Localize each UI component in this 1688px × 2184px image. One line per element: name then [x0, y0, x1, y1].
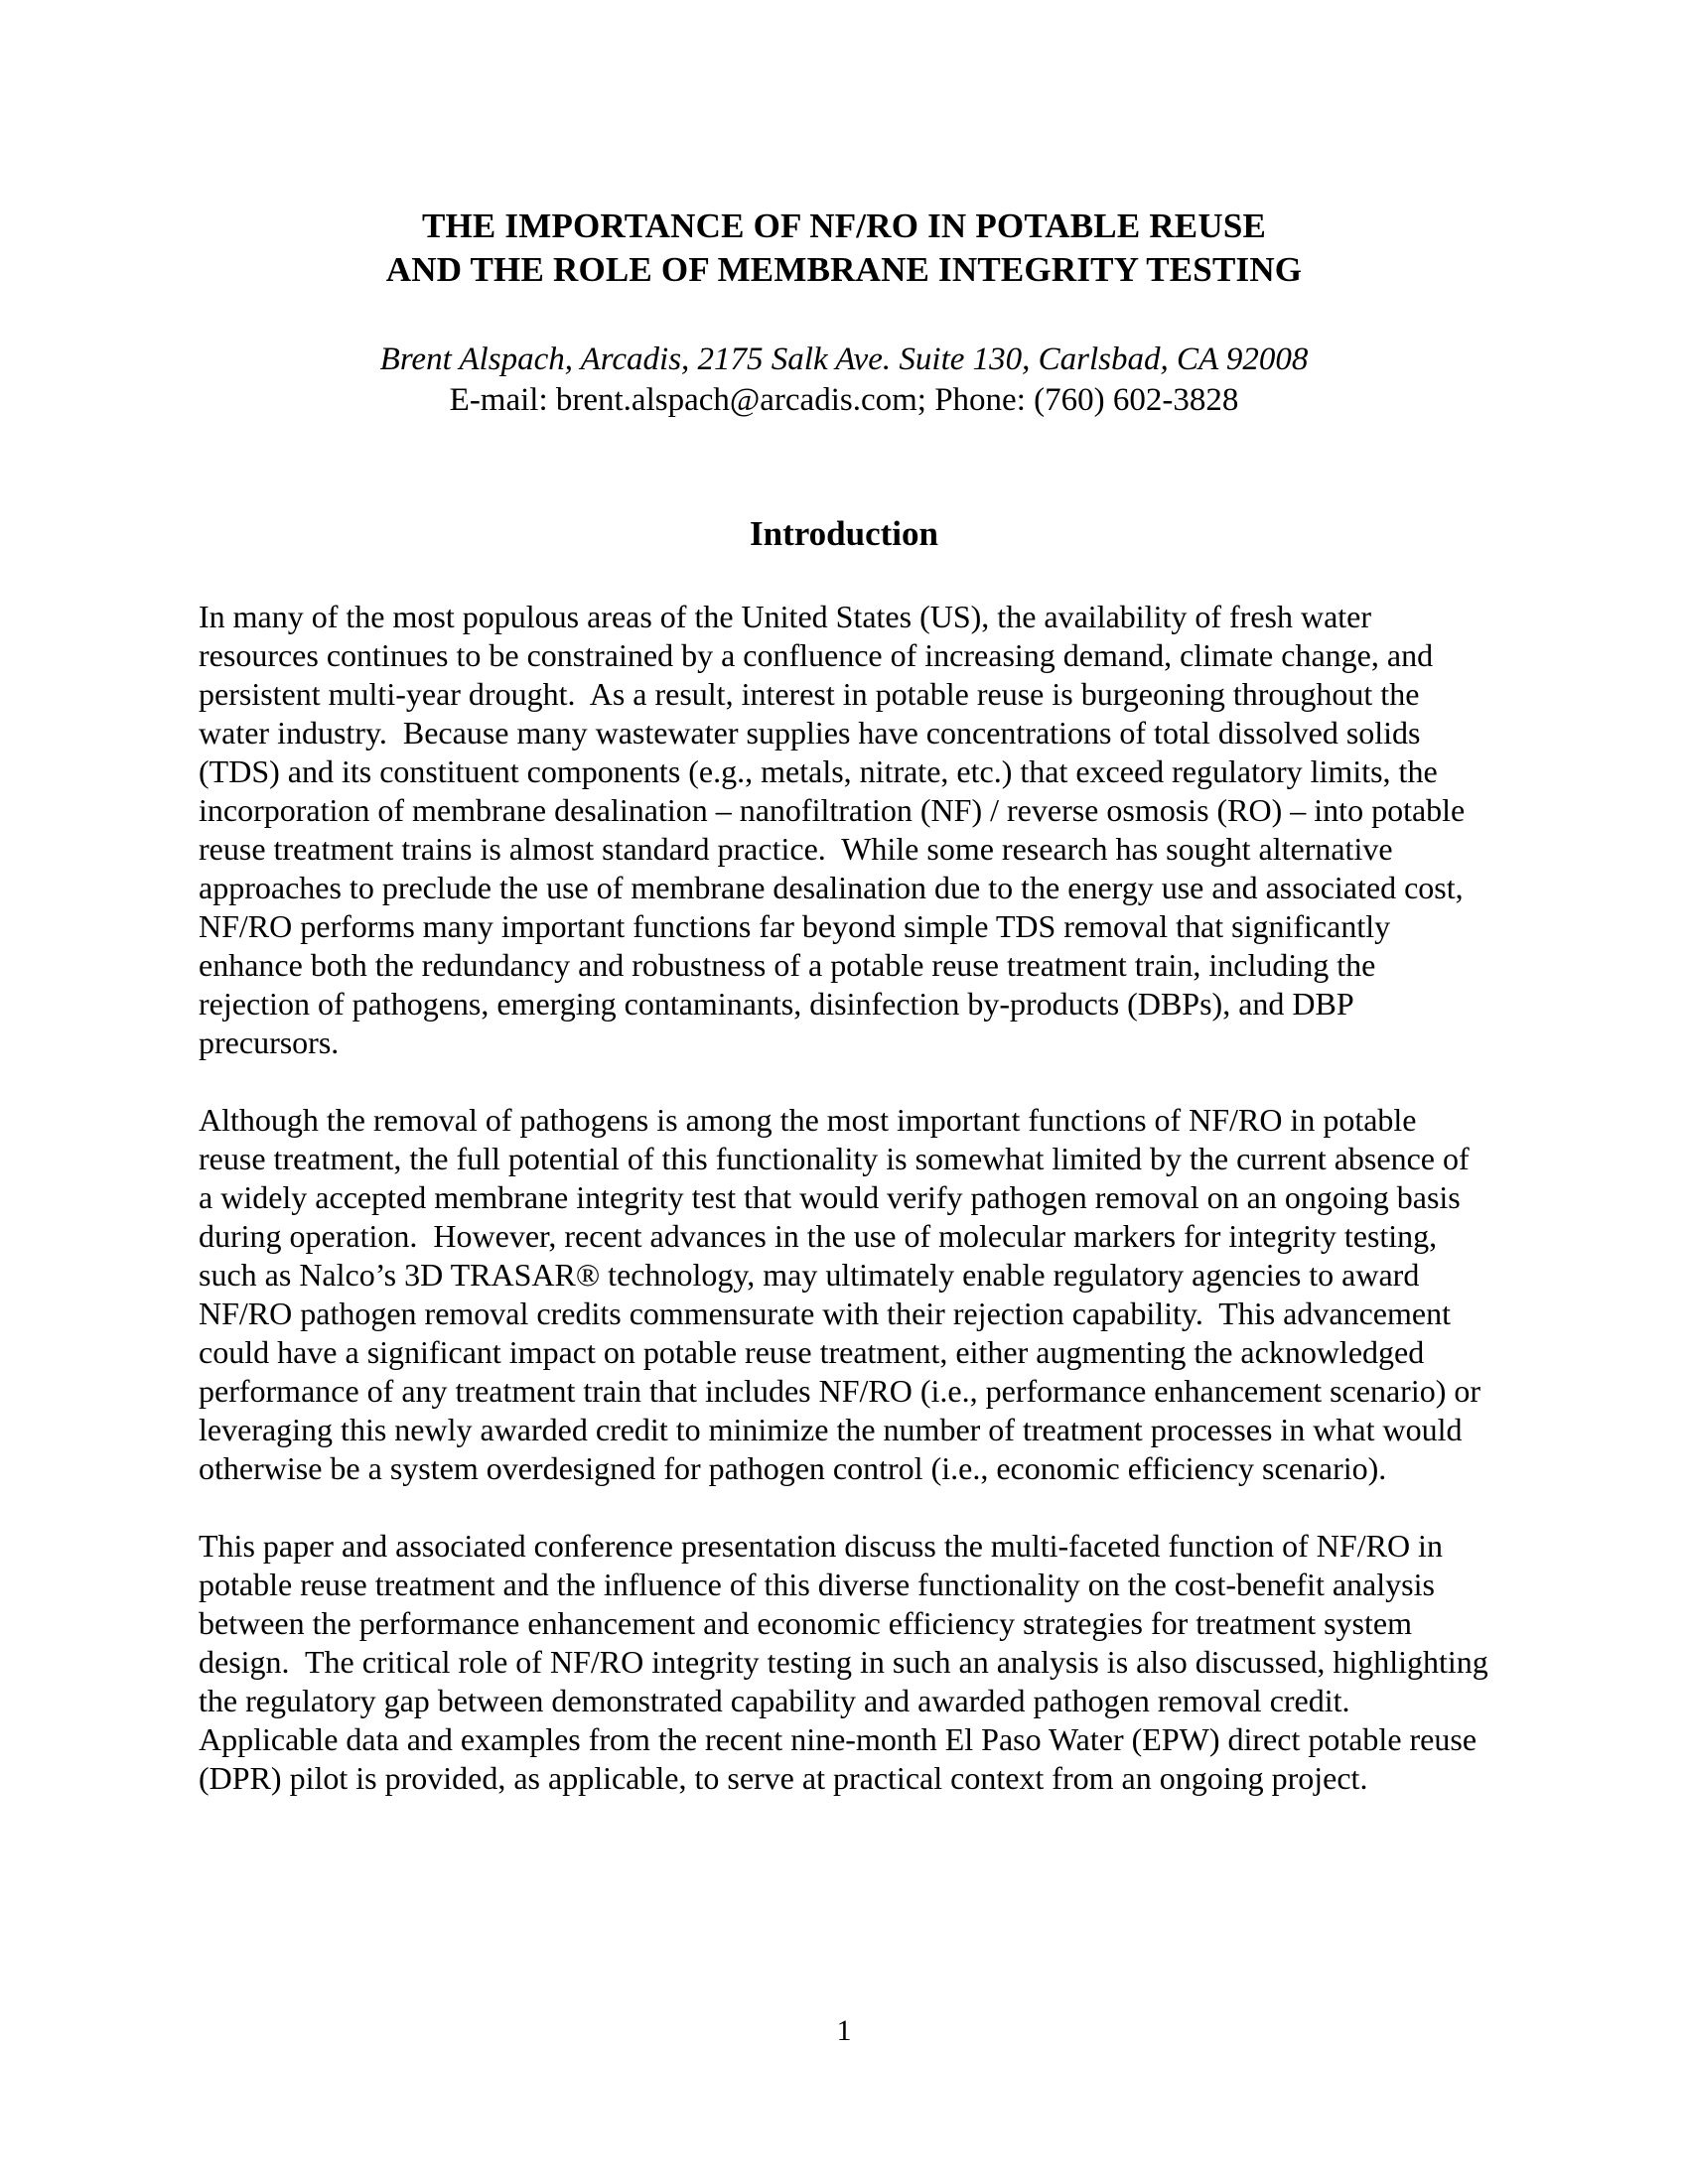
- document-title: [199, 205, 1489, 292]
- title-line-1: THE IMPORTANCE OF NF/RO IN POTABLE REUSE: [421, 206, 1267, 245]
- body-paragraph-1: In many of the most populous areas of the United States (US), the availability of fresh water resources continues to be constrained by a confluence of increasing demand, climate change, and persistent multi-year drought. As a result, interest in potable reuse is burgeoning throughout the water industry. Because many wastewater supplies have concentrations of total dissolved solids (TDS) and its constituent components (e.g., metals, nitrate, etc.) that exceed regulatory limits, the incorporation of membrane desalination – nanofiltration (NF) / reverse osmosis (RO) – into potable reuse treatment trains is almost standard practice. While some research has sought alternative approaches to preclude the use of membrane desalination due to the energy use and associated cost, NF/RO performs many important functions far beyond simple TDS removal that significantly enhance both the redundancy and robustness of a potable reuse treatment train, including the rejection of pathogens, emerging contaminants, disinfection by-products (DBPs), and DBP precursors.: [199, 599, 1474, 1060]
- body-text: [199, 598, 1496, 1798]
- body-paragraph-2: Although the removal of pathogens is among the most important functions of NF/RO in potable reuse treatment, the full potential of this functionality is somewhat limited by the current absence of a widely accepted membrane integrity test that would verify pathogen removal on an ongoing basis during operation. However, recent advances in the use of molecular markers for integrity testing, such as Nalco’s 3D TRASAR® technology, may ultimately enable regulatory agencies to award NF/RO pathogen removal credits commensurate with their rejection capability. This advancement could have a significant impact on potable reuse treatment, either augmenting the acknowledged performance of any treatment train that includes NF/RO (i.e., performance enhancement scenario) or leveraging this newly awarded credit to minimize the number of treatment processes in what would otherwise be a system overdesigned for pathogen control (i.e., economic efficiency scenario).: [199, 1102, 1489, 1486]
- author-block: [199, 340, 1489, 421]
- author-line: Brent Alspach, Arcadis, 2175 Salk Ave. Suite 130, Carlsbad, CA 92008: [379, 341, 1309, 377]
- title-line-2: AND THE ROLE OF MEMBRANE INTEGRITY TESTING: [385, 250, 1303, 289]
- section-heading-introduction: Introduction: [750, 514, 938, 553]
- page-number: 1: [836, 2014, 852, 2047]
- body-paragraph-3: This paper and associated conference presentation discuss the multi-faceted function of NF/RO in potable reuse treatment and the influence of this diverse functionality on the cost-benefit analysis between the performance enhancement and economic efficiency strategies for treatment system design. The critical role of NF/RO integrity testing in such an analysis is also discussed, highlighting the regulatory gap between demonstrated capability and awarded pathogen removal credit. Applicable data and examples from the recent nine-month El Paso Water (EPW) direct potable reuse (DPR) pilot is provided, as applicable, to serve at practical context from an ongoing project.: [199, 1528, 1496, 1796]
- contact-line: E-mail: brent.alspach@arcadis.com; Phone: (760) 602-3828: [449, 382, 1239, 418]
